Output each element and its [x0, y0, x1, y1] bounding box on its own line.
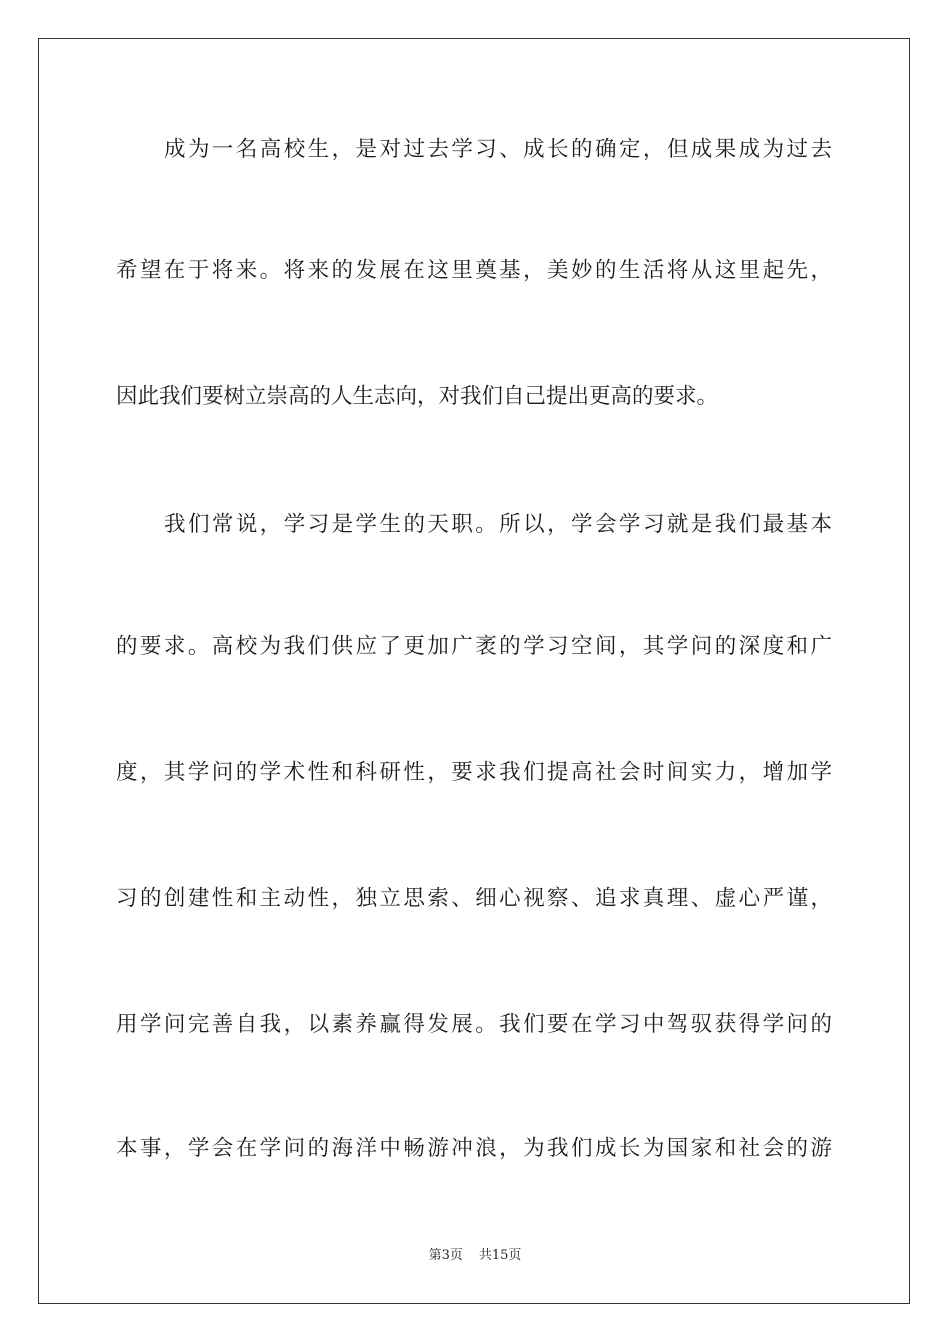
paragraph-2-line-3: 度，其学问的学术性和科研性，要求我们提高社会时间实力，增加学: [116, 760, 832, 785]
page-frame: [38, 38, 910, 1304]
paragraph-2-line-5: 用学问完善自我，以素养赢得发展。我们要在学习中驾驭获得学问的: [116, 1012, 832, 1037]
paragraph-1-line-1: 成为一名高校生，是对过去学习、成长的确定，但成果成为过去: [164, 137, 832, 162]
page-footer: [0, 1246, 950, 1266]
page-number: 第3页: [428, 1248, 463, 1263]
paragraph-1-line-2: 希望在于将来。将来的发展在这里奠基，美妙的生活将从这里起先，: [116, 258, 832, 283]
page-total: 共15页: [478, 1248, 522, 1263]
paragraph-2-line-1: 我们常说，学习是学生的天职。所以，学会学习就是我们最基本: [164, 512, 832, 537]
paragraph-2-line-6: 本事，学会在学问的海洋中畅游冲浪，为我们成长为国家和社会的游: [116, 1136, 832, 1161]
paragraph-2-line-2: 的要求。高校为我们供应了更加广袤的学习空间，其学问的深度和广: [116, 634, 832, 659]
paragraph-2-line-4: 习的创建性和主动性，独立思索、细心视察、追求真理、虚心严谨，: [116, 886, 832, 911]
paragraph-1-line-3: 因此我们要树立崇高的人生志向，对我们自己提出更高的要求。: [116, 384, 719, 409]
